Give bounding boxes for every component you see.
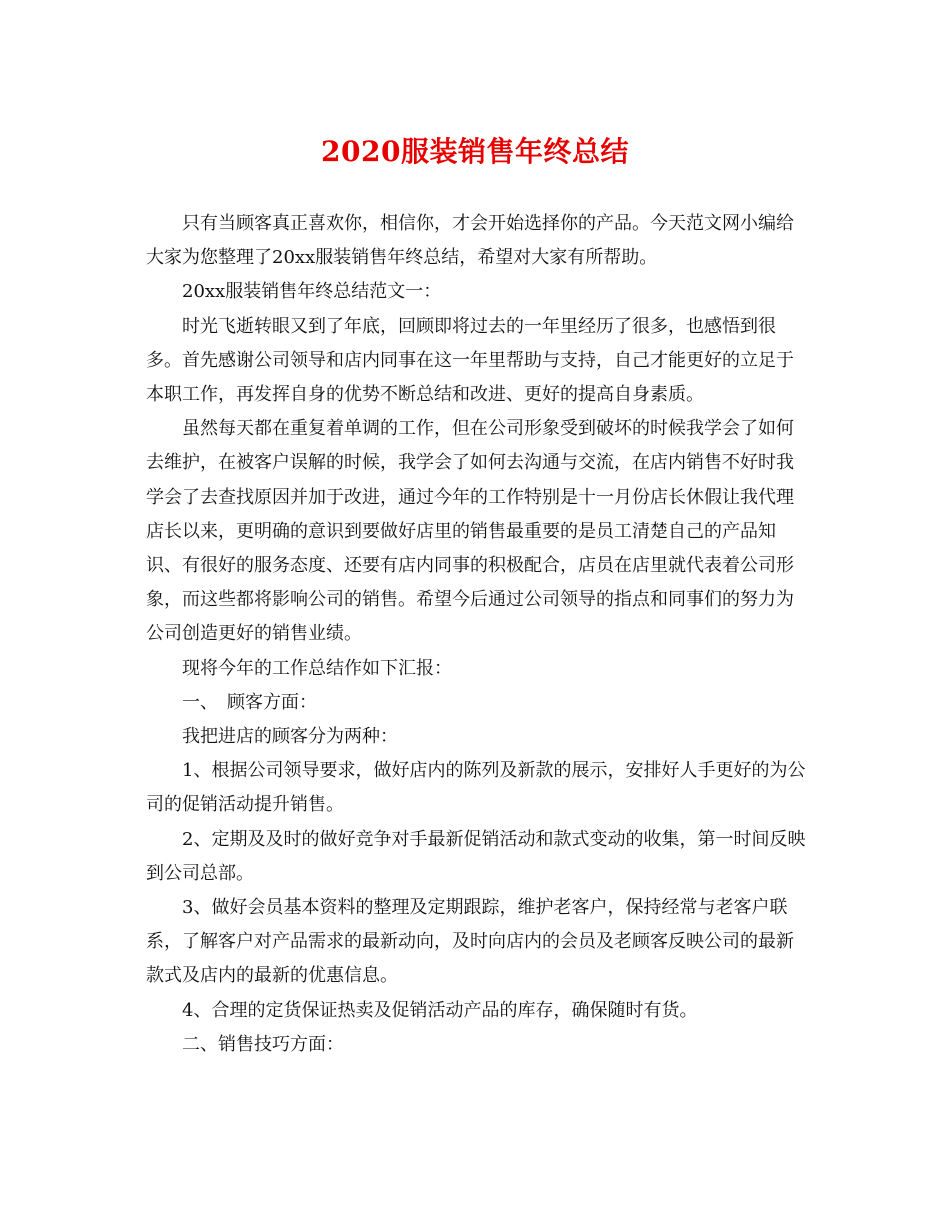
list-item: 3、做好会员基本资料的整理及定期跟踪，维护老客户，保持经常与老客户联系，了解客户对产品需求的最新动向，及时向店内的会员及老顾客反映公司的最新款式及店内的最新的优惠信息。 (146, 897, 794, 987)
intro-paragraph: 只有当顾客真正喜欢你，相信你，才会开始选择你的产品。今天范文网小编给大家为您整理了20xx服装销售年终总结，希望对大家有所帮助。 (146, 213, 794, 269)
list-item: 4、合理的定货保证热卖及促销活动产品的库存，确保随时有货。 (182, 999, 698, 1021)
section-heading-customers: 一、 顾客方面： (182, 691, 317, 713)
document-title: 2020服装销售年终总结 (321, 135, 629, 168)
body-paragraph: 时光飞逝转眼又到了年底，回顾即将过去的一年里经历了很多，也感悟到很多。首先感谢公司领导和店内同事在这一年里帮助与支持，自己才能更好的立足于本职工作，再发挥自身的优势不断总结和改进、更好的提高自身素质。 (146, 315, 794, 406)
sample-heading: 20xx服装销售年终总结范文一： (182, 281, 442, 303)
body-paragraph: 虽然每天都在重复着单调的工作，但在公司形象受到破坏的时候我学会了如何去维护，在被客户误解的时候，我学会了如何去沟通与交流，在店内销售不好时我学会了去查找原因并加于改进，通过今年的工作特别是十一月份店长休假让我代理店长以来，更明确的意识到要做好店里的销售最重要的是员工清楚自己的产品知识、有很好的服务态度、还要有店内同事的积极配合，店员在店里就代表着公司形象，而这些都将影响公司的销售。希望今后通过公司领导的指点和同事们的努力为公司创造更好的销售业绩。 (146, 418, 794, 645)
list-item: 2、定期及及时的做好竞争对手最新促销活动和款式变动的收集，第一时间反映到公司总部。 (146, 828, 806, 884)
customer-types-intro: 我把进店的顾客分为两种： (182, 726, 398, 748)
document-body (146, 207, 806, 1062)
list-item: 1、根据公司领导要求，做好店内的陈列及新款的展示，安排好人手更好的为公司的促销活动提升销售。 (146, 760, 806, 816)
section-heading-sales-skills: 二、销售技巧方面： (182, 1033, 344, 1055)
report-intro: 现将今年的工作总结作如下汇报： (182, 657, 452, 679)
